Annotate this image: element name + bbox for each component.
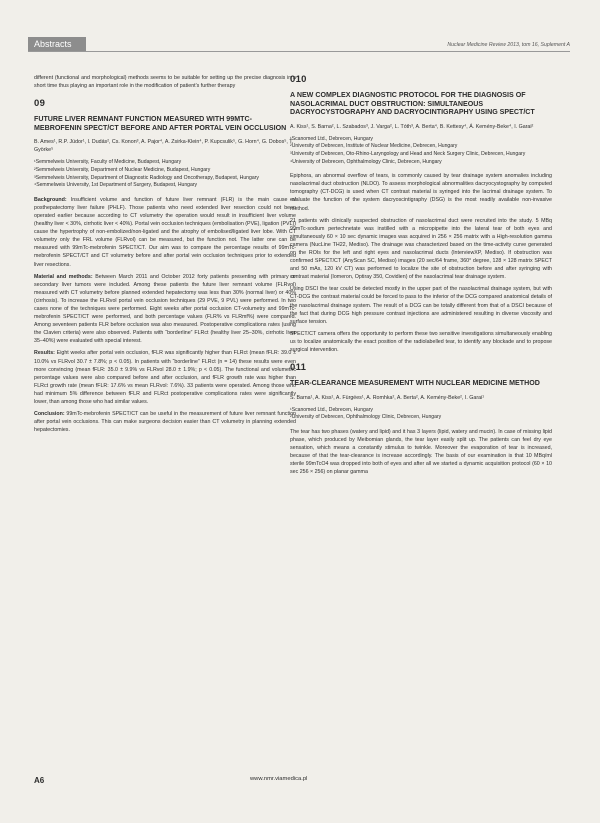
background-paragraph [34,196,296,269]
page-number: A6 [34,776,45,785]
body-paragraph: Epiphora, an abnormal overflow of tears, is commonly caused by tear drainage system anomalies including nasolacrimal duct obstruction (NLDO). To assess morphological abnormalities dacryocystography by computed tomography (CT-DCG) is used when CT contrast material is syringed into the lacrimal drainage system. To evaluate the function of the system dacryoscintigraphy (DSG) is the most readily available non-invasive method. [290,173,552,212]
abstract-number: 09 [34,98,46,110]
body-paragraph: 21 patients with clinically suspected obstruction of nasolacrimal duct were recruited into the study. 5 MBq 99mTc-sodium pertechnetate was instilled with a micropipette into the lateral tear of both eyes and simultaneously 60 × 10 sec dynamic images was acquired in 256 × 256 matrix with a High-resolution gamma camera (NucLine TH22, Mediso). The drainage was characterized based on the time-activity curve generated on the ROIs for the left and right eyes and nasolacrimal ducts (InterviewXP, Mediso). If obstruction was confirmed SPECT/CT (AnyScan SC, Mediso) images (20 sec/64 frame, 360° degree, 128 × 128 matrix SPECT and 50 mAs, 120 kV CT) was performed to localize the site of obstruction before and after syringing with contrast material (Iomeron, Optiray 350, Covidien) of the nasolacrimal tear drainage system. [290,217,552,281]
abstract-number: 010 [290,74,307,85]
abstract-number: 011 [290,362,307,374]
affiliation: ¹Scanomed Ltd., Debrecen, Hungary [290,406,373,413]
results-paragraph [34,349,296,406]
section-label: Results: [34,350,55,357]
section-label: Conclusion: [34,411,65,418]
author-list: B. Ames¹, R.P. Jüdor¹, I. Dudás², Cs. Konon³, A. Pajor⁴, A. Zsirka-Klein⁴, P. Kupcsulik⁵, G. Horn⁴, G. Dobos⁵, T. Györke⁵ [34,139,294,154]
affiliation: ²Semmelweis University, Department of Nuclear Medicine, Budapest, Hungary [34,166,211,173]
header-rule [28,51,570,52]
section-label: Background: [34,196,67,203]
journal-citation: Nuclear Medicine Review 2013, tom 16, Suplement A [447,42,570,48]
journal-url: www.nmr.viamedica.pl [250,776,308,782]
continued-text: different (functional and morphological) methods seems to be suitable for setting up the precise diagnosis in a short time thus playing an important role in the modification of patient's further therapy [34,75,296,90]
affiliation: ⁴University of Debrecen, Ophthalmology Clinic, Debrecen, Hungary [290,158,442,165]
affiliation: ³University of Debrecen, Oto-Rhino-Laryngology and Head and Neck Surgery Clinic, Debrecen, Hungary [290,150,526,157]
conclusion-paragraph [34,410,296,434]
left-column [34,74,296,438]
affiliation: ⁴Semmelweis University, 1st Department of Surgery, Budapest, Hungary [34,182,198,189]
author-list: A. Kiss¹, S. Barna², L. Szabados³, J. Varga², L. Tóth³, A. Berta⁴, B. Kettesy⁴, Á. Kemény-Beke⁴, I. Garai² [290,123,534,130]
paragraph-text: Insufficient volume and function of future liver remnant (FLR) is the main cause of posthepatectomy liver failure (PHLF). Those patients who need extended liver resection could not been operated earlier because according to CT volumetry the operation would result in insufficient liver volume (healthy liver < 30%, cirrhotic liver < 40%). Portal vein occlusion techniques (embolisation (PVE), ligation (PVL)) cause the hypertrophy of non-embolized/non-ligated and the atrophy of embolised/ligated liver lobe. With CT volumetry only the FRL volume (FLRvol) can be measured, but the function not. The latter one can be measured with 99mTc-mebrofenin SPECT/CT. Our aim was to compare the percentage results of 99mTc-mebrofenin SPECT/CT and CT volumetry before and after portal vein occlusion techniques prior to extended liver resections. [34,196,296,268]
paragraph-text: Between March 2011 and October 2012 forty patients presenting with primary or secondary liver tumors were included. Among these patients the future liver remnant volume (FLRvol) measured with CT volumetry before planned extended hepatectomy was less than 30% (normal liver) or 40% (cirrhosis). To increase the FLRvol portal vein occlusion techniques (29 PVE, 9 PVL) were performed. In two cases none of the techniques were performed. Eight weeks after portal occlusion CT-volumetry and 99mTc-mebrofenin SPECT/CT were performed, and both percentage values (FLR% vs FLRmf%) were compared. Among seventeen patients FLR before occlusion was also measured. Postoperative complications rates (using the Clavien criteria) were also observed. Patients with “borderline” FLRct (healthy liver 25–30%, cirrhotic liver 35–40%) were evaluated with special interest. [34,273,296,345]
body-paragraph: Using DSCI the tear could be detected mostly in the upper part of the nasolacrimal drainage system, but with CT-DCG the contrast material could be forced to pass to the inferior of the DCG compared anatomical details of the nasolacrimal drainage system. The result of a DCG can be totally different from that of a DSCI because of the fact that during DCG high pressure contrast injections are administered resulting in diverse viscosity and surface tension. [290,286,552,325]
methods-paragraph [34,273,296,346]
affiliation: ²University of Debrecen, Ophthalmology Clinic, Debrecen, Hungary [290,414,442,421]
body-paragraph: The tear has two phases (watery and lipid) and it has 3 layers (lipid, watery and mucin). In case of missing lipid phase, which produced by Meibomian glands, the tear layer easily split up. The patients can feel dry eye sensation, which means a constantly stimulus to twinkle. Moreover the evaporation of tear is increased, because of that the tear-clearance is increase accordingly. The basis of our examination is that 10 MBq/ml sterile 99mTcO4 was dropped into both of eyes and after all we started a dynamic acquisition protocol (60 × 10 sec 256 × 256) on planar gamma [290,428,552,476]
affiliations [290,136,552,166]
affiliations [34,159,296,189]
abstract-title: TEAR-CLEARANCE MEASUREMENT WITH NUCLEAR MEDICINE METHOD [290,379,540,388]
body-paragraph: SPECT/CT camera offers the opportunity to perform these two sensitive investigations simultaneously enabling us to localize anatomically the exact position of the radiolabelled tear, to identify any blockade and to propose surgical intervention. [290,330,552,354]
affiliations [290,407,552,422]
section-tab: Abstracts [28,37,86,51]
section-label: Material and methods: [34,273,93,280]
author-list: S. Barna¹, A. Kiss¹, A. Fürgées¹, A. Romhka², A. Berta², A. Kemény-Beke², I. Garai¹ [290,394,484,401]
affiliation: ¹Semmelweis University, Faculty of Medicine, Budapest, Hungary [34,159,182,166]
paragraph-text: Eight weeks after portal vein occlusion, fFLR was significantly higher than FLRct (mean fFLR: 39.0 ± 10.0% vs FLRvol 30.7 ± 7.8%; p < 0.05). In patients with “borderline” FLRct (n = 14) these results were even more convincing (mean fFLR: 35.0 ± 9.9% vs FLRvol 28.0 ± 1.9%; p < 0.05). The functional and volumetric percentage values were also compared before and after occlusion, and fFLR growth rate was higher than FLRct growth rate (mean fFLR: 17.6% vs mean FLRvol: 7.6%). 33 patients were operated. Among those who had minimum 5% difference between fFLR and FLRct postoperative complications rates were significantly lower, than among those who had similar values. [34,350,296,405]
paragraph-text: 99mTc-mebrofenin SPECT/CT can be useful in the measurement of future liver remnant function after portal vein occlusions. This can make surgeons decision easier than CT volumetry in planning extended hepatectomies. [34,411,296,434]
affiliation: ³Semmelweis University, Department of Diagnostic Radiology and Oncotherapy, Budapest, Hungary [34,174,259,181]
abstract-title: FUTURE LIVER REMNANT FUNCTION MEASURED WITH 99MTC-MEBROFENIN SPECT/CT BEFORE AND AFTER PORTAL VEIN OCCLUSION [34,115,287,132]
affiliation: ²University of Debrecen, Institute of Nuclear Medicine, Debrecen, Hungary [290,143,458,150]
affiliation: ¹Scanomed Ltd., Debrecen, Hungary [290,135,373,142]
abstract-title: A NEW COMPLEX DIAGNOSTIC PROTOCOL FOR THE DIAGNOSIS OF NASOLACRIMAL DUCT OBSTRUCTION: SIMULTANEOUS DACRYOCYSTOGRAPHY AND DACRYOCINTIGRAPHY USING SPECT/CT [290,91,535,117]
right-column [290,74,552,480]
